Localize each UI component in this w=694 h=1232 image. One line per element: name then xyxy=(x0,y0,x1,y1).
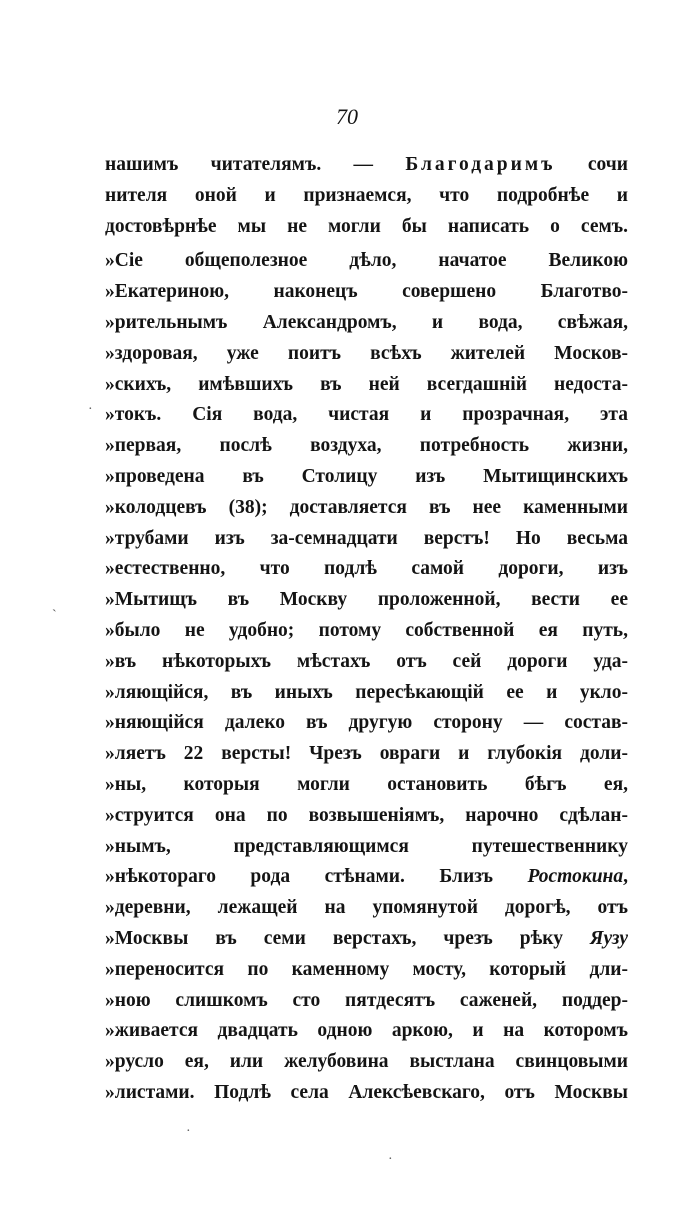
text-line: »здоровая, уже поитъ всѣхъ жителей Москов- xyxy=(105,342,628,364)
text-line: »Сіе общеполезное дѣло, начатое Великою xyxy=(105,250,628,272)
text-line: »нѣкотораго рода стѣнами. Близъ Ростокина, xyxy=(105,866,628,888)
margin-mark: · xyxy=(186,1124,191,1139)
text-line: »ны, которыя могли остановить бѣгъ ея, xyxy=(105,773,628,795)
margin-mark: · xyxy=(88,402,93,417)
text-line: »ною слишкомъ сто пятдесятъ саженей, поддер- xyxy=(105,989,628,1011)
text-line: »русло ея, или желубовина выстлана свинцовыми xyxy=(105,1051,628,1073)
text-line: »ляетъ 22 версты! Чрезъ овраги и глубокія доли- xyxy=(105,743,628,765)
margin-mark: · xyxy=(388,1152,393,1167)
text-line: достовѣрнѣе мы не могли бы написать о семъ. xyxy=(105,215,628,237)
text-line: »первая, послѣ воздуха, потребность жизни, xyxy=(105,435,628,457)
text-line: »листами. Подлѣ села Алексѣевскаго, отъ Москвы xyxy=(105,1081,628,1103)
text-line: »скихъ, имѣвшихъ въ ней всегдашній недоста- xyxy=(105,373,628,395)
margin-mark: ˋ xyxy=(52,608,57,623)
text-line: »токъ. Сія вода, чистая и прозрачная, эта xyxy=(105,404,628,426)
page-number: 70 xyxy=(336,104,358,129)
text-line: »струится она по возвышеніямъ, нарочно сдѣлан- xyxy=(105,804,628,826)
text-line: »нымъ, представляющимся путешественнику xyxy=(105,835,628,857)
text-line: »трубами изъ за-семнадцати верстъ! Но весьма xyxy=(105,527,628,549)
text-line: »естественно, что подлѣ самой дороги, изъ xyxy=(105,558,628,580)
text-line: »няющійся далеко въ другую сторону — состав- xyxy=(105,712,628,734)
text-line: »переносится по каменному мосту, который дли- xyxy=(105,958,628,980)
text-line: »ляющійся, въ иныхъ пересѣкающій ее и укло- xyxy=(105,681,628,703)
text-line: »деревни, лежащей на упомянутой дорогѣ, отъ xyxy=(105,897,628,919)
text-line: »было не удобно; потому собственной ея путь, xyxy=(105,619,628,641)
text-line: »Москвы въ семи верстахъ, чрезъ рѣку Яузу xyxy=(105,927,628,949)
text-line: »Мытищъ въ Москву проложенной, вести ее xyxy=(105,589,628,611)
text-line: »рительнымъ Александромъ, и вода, свѣжая, xyxy=(105,311,628,333)
text-line: нителя оной и признаемся, что подробнѣе и xyxy=(105,184,628,206)
text-line: нашимъ читателямъ. — Благодаримъ сочи xyxy=(105,154,628,175)
text-line: »живается двадцать одною аркою, и на которомъ xyxy=(105,1020,628,1042)
text-line: »въ нѣкоторыхъ мѣстахъ отъ сей дороги уда- xyxy=(105,650,628,672)
text-line: »Екатериною, наконецъ совершено Благотво- xyxy=(105,281,628,303)
text-line: »проведена въ Столицу изъ Мытищинскихъ xyxy=(105,465,628,487)
body-text xyxy=(105,150,628,1109)
text-line: »колодцевъ (38); доставляется въ нее каменными xyxy=(105,496,628,518)
